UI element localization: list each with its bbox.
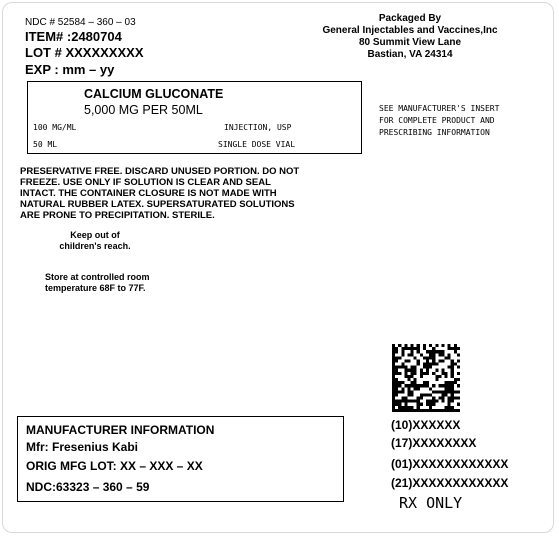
warning-line: FREEZE. USE ONLY IF SOLUTION IS CLEAR AND SEAL xyxy=(20,177,271,188)
warnings-text xyxy=(20,166,299,221)
product-volume: 50 ML xyxy=(33,140,58,149)
product-box xyxy=(27,81,362,154)
manufacturer-ndc: NDC:63323 – 360 – 59 xyxy=(26,480,150,494)
code-17: (17)XXXXXXXX xyxy=(391,436,477,450)
code-21: (21)XXXXXXXXXXXX xyxy=(391,476,509,490)
product-strength: 5,000 MG PER 50ML xyxy=(84,103,203,117)
warning-line: INTACT. THE CONTAINER CLOSURE IS NOT MADE WITH xyxy=(20,188,277,199)
warning-line: NATURAL RUBBER LATEX. SUPERSATURATED SOLUTIONS xyxy=(20,199,295,210)
storage-instructions xyxy=(45,272,150,294)
children-notice-line: Keep out of xyxy=(70,230,120,240)
warning-line: ARE PRONE TO PRECIPITATION. STERILE. xyxy=(20,210,215,221)
children-notice-line: children's reach. xyxy=(59,241,131,251)
lot-number: LOT # XXXXXXXXX xyxy=(25,45,144,60)
packager-label: Packaged By xyxy=(378,13,442,24)
product-concentration: 100 MG/ML xyxy=(33,123,77,132)
code-10: (10)XXXXXX xyxy=(391,418,461,432)
insert-note-line: PRESCRIBING INFORMATION xyxy=(379,128,490,137)
original-lot: ORIG MFG LOT: XX – XXX – XX xyxy=(26,459,203,473)
manufacturer-title: MANUFACTURER INFORMATION xyxy=(26,423,215,437)
item-number: ITEM# :2480704 xyxy=(25,29,122,44)
packager-address-line2: Bastian, VA 24314 xyxy=(367,49,453,60)
manufacturer-name: Mfr: Fresenius Kabi xyxy=(26,440,139,454)
packager-address-line1: 80 Summit View Lane xyxy=(358,37,462,48)
packager-name: General Injectables and Vaccines,Inc xyxy=(322,25,498,36)
warning-line: PRESERVATIVE FREE. DISCARD UNUSED PORTION. DO NOT xyxy=(20,166,300,177)
code-01: (01)XXXXXXXXXXXX xyxy=(391,457,509,471)
insert-note-line: FOR COMPLETE PRODUCT AND xyxy=(379,116,495,125)
expiration-date: EXP : mm – yy xyxy=(25,62,115,77)
insert-note-line: SEE MANUFACTURER'S INSERT xyxy=(379,104,500,113)
packager-info xyxy=(300,13,520,61)
rx-only: RX ONLY xyxy=(399,494,463,512)
insert-note xyxy=(379,103,499,139)
product-form: INJECTION, USP xyxy=(224,123,292,132)
product-name: CALCIUM GLUCONATE xyxy=(84,87,224,101)
product-vial-type: SINGLE DOSE VIAL xyxy=(218,140,296,149)
manufacturer-box xyxy=(17,416,344,502)
storage-line: Store at controlled room xyxy=(45,272,150,282)
storage-line: temperature 68F to 77F. xyxy=(45,283,146,293)
ndc-code: NDC # 52584 – 360 – 03 xyxy=(25,17,136,28)
datamatrix-barcode-icon xyxy=(392,344,460,412)
children-notice xyxy=(40,230,150,252)
